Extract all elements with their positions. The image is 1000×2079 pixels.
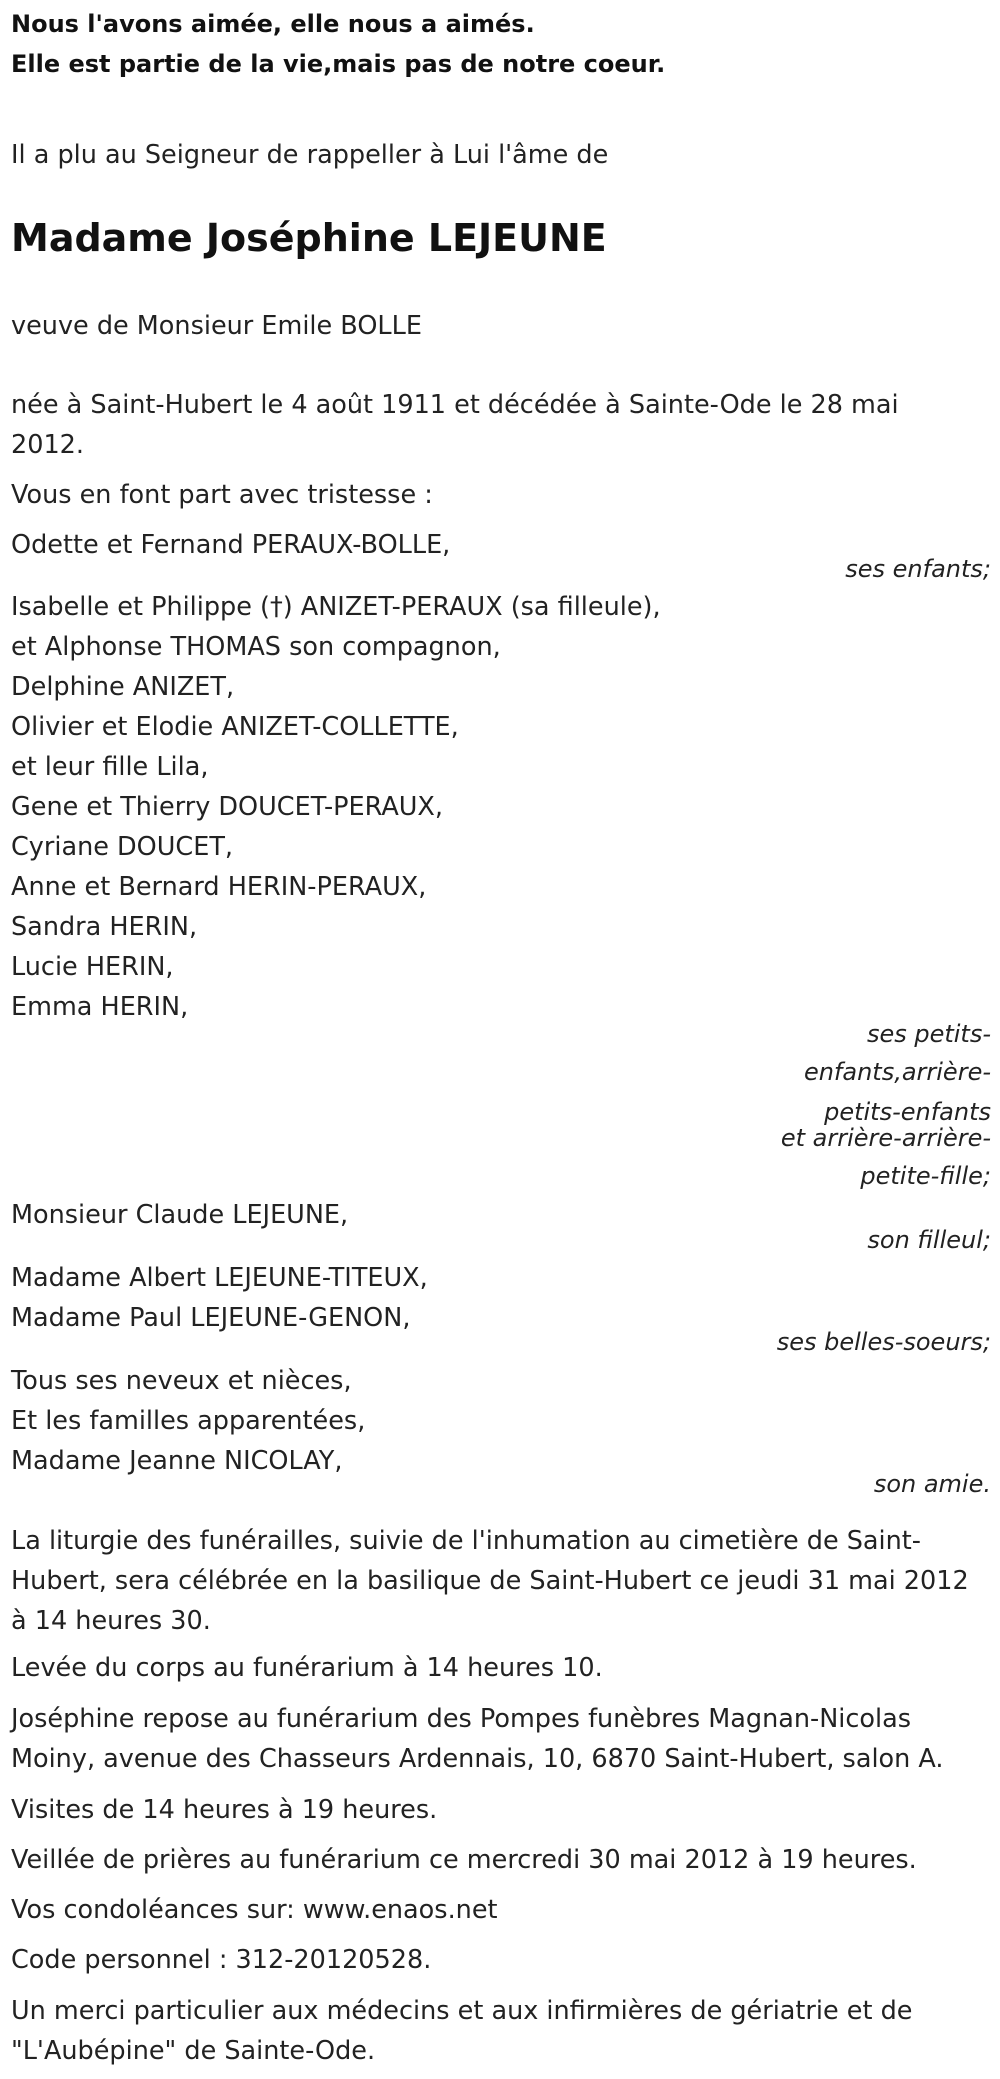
list-item: Odette et Fernand PERAUX-BOLLE, <box>11 530 451 560</box>
funeral-home-text: Joséphine repose au funérarium des Pompes funèbres Magnan-Nicolas Moiny, avenue des Chasseurs Ardennais, 10, 6870 Saint-Hubert, salon A. <box>11 1704 944 1774</box>
role-line: petits-enfants <box>824 1098 991 1126</box>
list-item: Madame Jeanne NICOLAY, <box>11 1446 343 1476</box>
godson-role: son filleul; <box>867 1226 991 1254</box>
list-item: Madame Albert LEJEUNE-TITEUX, <box>11 1263 428 1293</box>
announce-text: Vous en font part avec tristesse : <box>11 480 433 510</box>
role-line: ses petits- <box>866 1020 991 1048</box>
condolences-text: Vos condoléances sur: www.enaos.net <box>11 1895 498 1925</box>
list-item: Emma HERIN, <box>11 992 189 1022</box>
role-line: enfants,arrière- <box>803 1058 991 1086</box>
thanks-text: Un merci particulier aux médecins et aux infirmières de gériatrie et de "L'Aubépine" de Sainte-Ode. <box>11 1996 913 2066</box>
list-item: Madame Paul LEJEUNE-GENON, <box>11 1303 411 1333</box>
grandchildren-list <box>11 587 991 1027</box>
children-role: ses enfants; <box>845 555 991 583</box>
list-item: Anne et Bernard HERIN-PERAUX, <box>11 872 427 902</box>
list-item: Monsieur Claude LEJEUNE, <box>11 1200 349 1230</box>
others-role: son amie. <box>873 1470 991 1498</box>
funeral-liturgy-text: La liturgie des funérailles, suivie de l'inhumation au cimetière de Saint-Hubert, sera célébrée en la basilique de Saint-Hubert ce jeudi 31 mai 2012 à 14 heures 30. <box>11 1526 969 1636</box>
list-item: Tous ses neveux et nièces, <box>11 1366 352 1396</box>
birth-death-text: née à Saint-Hubert le 4 août 1911 et décédée à Sainte-Ode le 28 mai 2012. <box>11 390 899 460</box>
list-item: Lucie HERIN, <box>11 952 174 982</box>
sisters-in-law-role: ses belles-soeurs; <box>776 1328 991 1356</box>
epigraph-line: Nous l'avons aimée, elle nous a aimés. <box>11 10 535 38</box>
list-item: et leur fille Lila, <box>11 752 209 782</box>
list-item: Sandra HERIN, <box>11 912 198 942</box>
viewing-text: Levée du corps au funérarium à 14 heures 10. <box>11 1653 603 1683</box>
intro-text: Il a plu au Seigneur de rappeller à Lui l'âme de <box>11 140 609 170</box>
list-item: Et les familles apparentées, <box>11 1406 366 1436</box>
list-item: Olivier et Elodie ANIZET-COLLETTE, <box>11 712 459 742</box>
list-item: et Alphonse THOMAS son compagnon, <box>11 632 501 662</box>
deceased-name: Madame Joséphine LEJEUNE <box>11 216 607 260</box>
role-line: et arrière-arrière- <box>780 1124 991 1152</box>
personal-code-text: Code personnel : 312-20120528. <box>11 1945 432 1975</box>
visits-text: Visites de 14 heures à 19 heures. <box>11 1795 438 1825</box>
others-list <box>11 1361 991 1481</box>
list-item: Gene et Thierry DOUCET-PERAUX, <box>11 792 444 822</box>
list-item: Isabelle et Philippe (†) ANIZET-PERAUX (sa filleule), <box>11 592 661 622</box>
list-item: Delphine ANIZET, <box>11 672 235 702</box>
grandchildren-role <box>671 1015 991 1195</box>
role-line: petite-fille; <box>860 1162 991 1190</box>
vigil-text: Veillée de prières au funérarium ce mercredi 30 mai 2012 à 19 heures. <box>11 1845 917 1875</box>
epigraph-line: Elle est partie de la vie,mais pas de notre coeur. <box>11 50 666 78</box>
list-item: Cyriane DOUCET, <box>11 832 234 862</box>
widow-of-text: veuve de Monsieur Emile BOLLE <box>11 311 422 341</box>
epigraph <box>11 4 991 84</box>
